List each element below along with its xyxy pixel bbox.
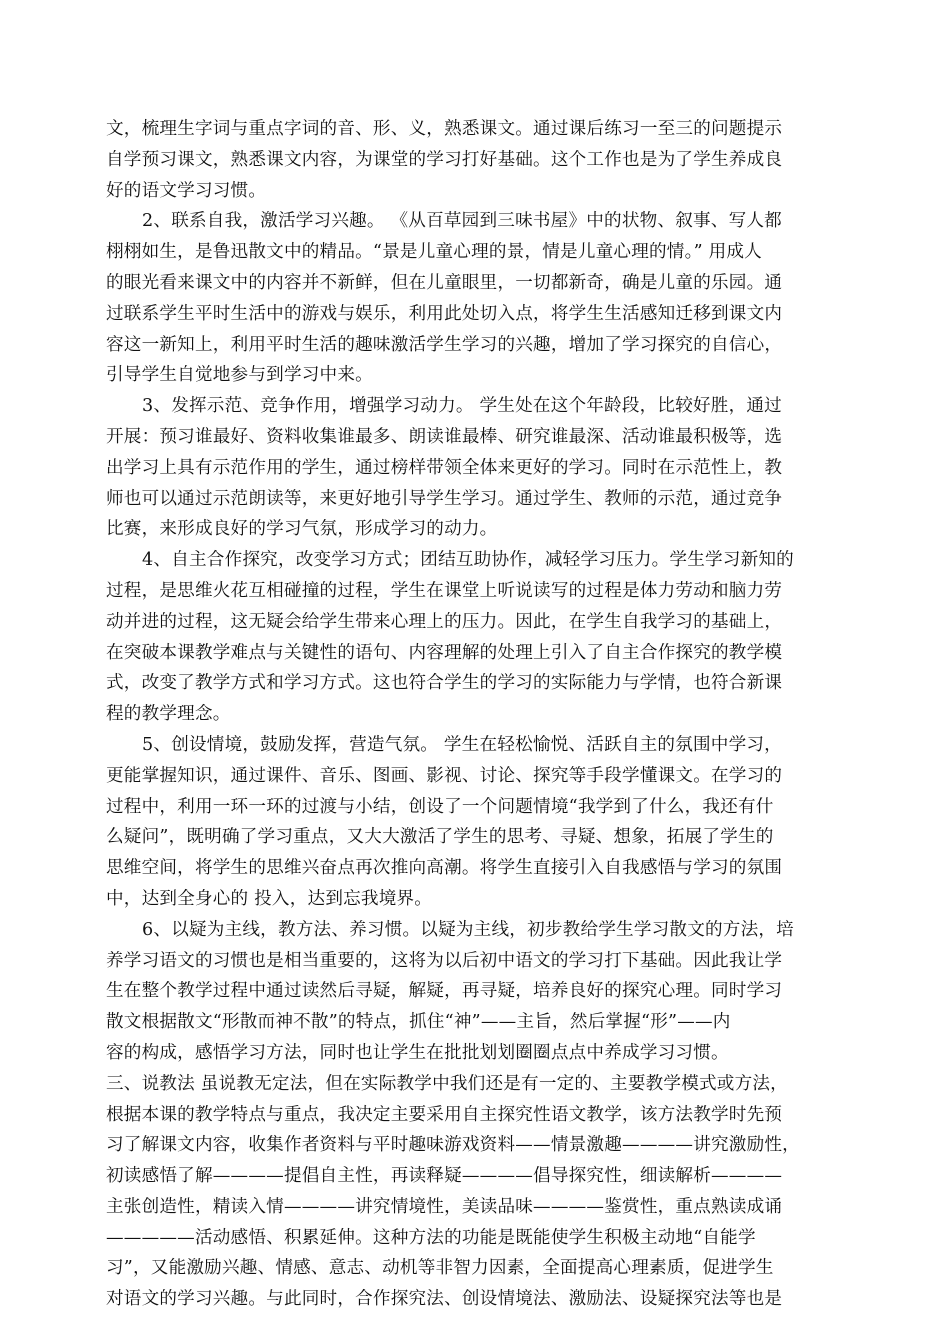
text-line: 文，梳理生字词与重点字词的音、形、义，熟悉课文。通过课后练习一至三的问题提示 (106, 119, 783, 139)
text-line: 思维空间，将学生的思维兴奋点再次推向高潮。将学生直接引入自我感悟与学习的氛围 (106, 858, 783, 879)
text-line: 出学习上具有示范作用的学生，通过榜样带领全体来更好的学习。同时在示范性上，教 (106, 457, 783, 478)
text-line: 引导学生自觉地参与到学习中来。 (106, 365, 373, 386)
text-line: 过联系学生平时生活中的游戏与娱乐，利用此处切入点，将学生生活感知迁移到课文内 (106, 303, 783, 324)
text-line: 开展：预习谁最好、资料收集谁最多、朗读谁最棒、研究谁最深、活动谁最积极等，选 (106, 426, 783, 447)
text-line: 初读感悟了解————提倡自主性，再读释疑————倡导探究性，细读解析———— (106, 1166, 783, 1187)
text-line: 过程，是思维火花互相碰撞的过程，学生在课堂上听说读写的过程是体力劳动和脑力劳 (106, 580, 783, 601)
text-line: 师也可以通过示范朗读等，来更好地引导学生学习。通过学生、教师的示范，通过竞争 (106, 488, 783, 509)
text-line: 自学预习课文，熟悉课文内容，为课堂的学习打好基础。这个工作也是为了学生养成良 (106, 149, 783, 170)
text-line: 栩栩如生，是鲁迅散文中的精品。“景是儿童心理的景，情是儿童心理的情。” 用成人 (106, 242, 762, 263)
text-line: 养学习语文的习惯也是相当重要的，这将为以后初中语文的学习打下基础。因此我让学 (106, 950, 783, 971)
text-line: 过程中，利用一环一环的过渡与小结，创设了一个问题情境“我学到了什么，我还有什 (106, 796, 774, 817)
paragraph-first-line: 4、自主合作探究，改变学习方式；团结互助协作，减轻学习压力。学生学习新知的 (142, 550, 794, 571)
paragraph-first-line: 2、联系自我，激活学习兴趣。 《从百草园到三味书屋》中的状物、叙事、写人都 (142, 211, 782, 232)
text-line: —————活动感悟、积累延伸。这种方法的功能是既能使学生积极主动地“自能学 (106, 1227, 756, 1248)
text-line: 比赛，来形成良好的学习气氛，形成学习的动力。 (106, 519, 498, 540)
document-body (106, 114, 848, 1315)
text-line: 容这一新知上，利用平时生活的趣味激活学生学习的兴趣，增加了学习探究的自信心， (106, 334, 783, 355)
text-line: 动并进的过程，这无疑会给学生带来心理上的压力。因此，在学生自我学习的基础上， (106, 611, 783, 632)
text-line: 习了解课文内容，收集作者资料与平时趣味游戏资料——情景激趣————讲究激励性， (106, 1135, 800, 1156)
text-line: 对语文的学习兴趣。与此同时，合作探究法、创设情境法、激励法、设疑探究法等也是 (106, 1289, 783, 1310)
text-line: 更能掌握知识，通过课件、音乐、图画、影视、讨论、探究等手段学懂课文。在学习的 (106, 765, 783, 786)
text-line: 容的构成，感悟学习方法，同时也让学生在批批划划圈圈点点中养成学习习惯。 (106, 1042, 729, 1063)
text-line: 式，改变了教学方式和学习方式。这也符合学生的学习的实际能力与学情，也符合新课 (106, 673, 783, 694)
text-line: 中，达到全身心的 投入，达到忘我境界。 (106, 888, 433, 909)
text-line: 程的教学理念。 (106, 704, 231, 725)
text-line: 三、说教法 虽说教无定法，但在实际教学中我们还是有一定的、主要教学模式或方法， (106, 1073, 788, 1094)
text-line: 生在整个教学过程中通过读然后寻疑，解疑，再寻疑，培养良好的探究心理。同时学习 (106, 981, 783, 1002)
text-line: 主张创造性，精读入情————讲究情境性，美读品味————鉴赏性，重点熟读成诵 (106, 1196, 783, 1217)
text-line: 根据本课的教学特点与重点，我决定主要采用自主探究性语文教学，该方法教学时先预 (106, 1104, 783, 1125)
text-line: 么疑问”，既明确了学习重点，又大大激活了学生的思考、寻疑、想象，拓展了学生的 (106, 827, 774, 848)
text-line: 好的语文学习习惯。 (106, 180, 267, 201)
paragraph-first-line: 6、以疑为主线，教方法、养习惯。以疑为主线，初步教给学生学习散文的方法，培 (142, 919, 794, 940)
text-line: 散文根据散文“形散而神不散”的特点，抓住“神”——主旨，然后掌握“形”——内 (106, 1012, 731, 1033)
text-line: 习”，又能激励兴趣、情感、意志、动机等非智力因素，全面提高心理素质，促进学生 (106, 1258, 774, 1279)
text-line: 在突破本课教学难点与关键性的语句、内容理解的处理上引入了自主合作探究的教学模 (106, 642, 783, 663)
paragraph-first-line: 5、创设情境，鼓励发挥，营造气氛。 学生在轻松愉悦、活跃自主的氛围中学习， (142, 734, 782, 755)
text-line: 的眼光看来课文中的内容并不新鲜，但在儿童眼里，一切都新奇，确是儿童的乐园。通 (106, 272, 783, 293)
paragraph-first-line: 3、发挥示范、竞争作用，增强学习动力。 学生处在这个年龄段，比较好胜，通过 (142, 396, 782, 417)
